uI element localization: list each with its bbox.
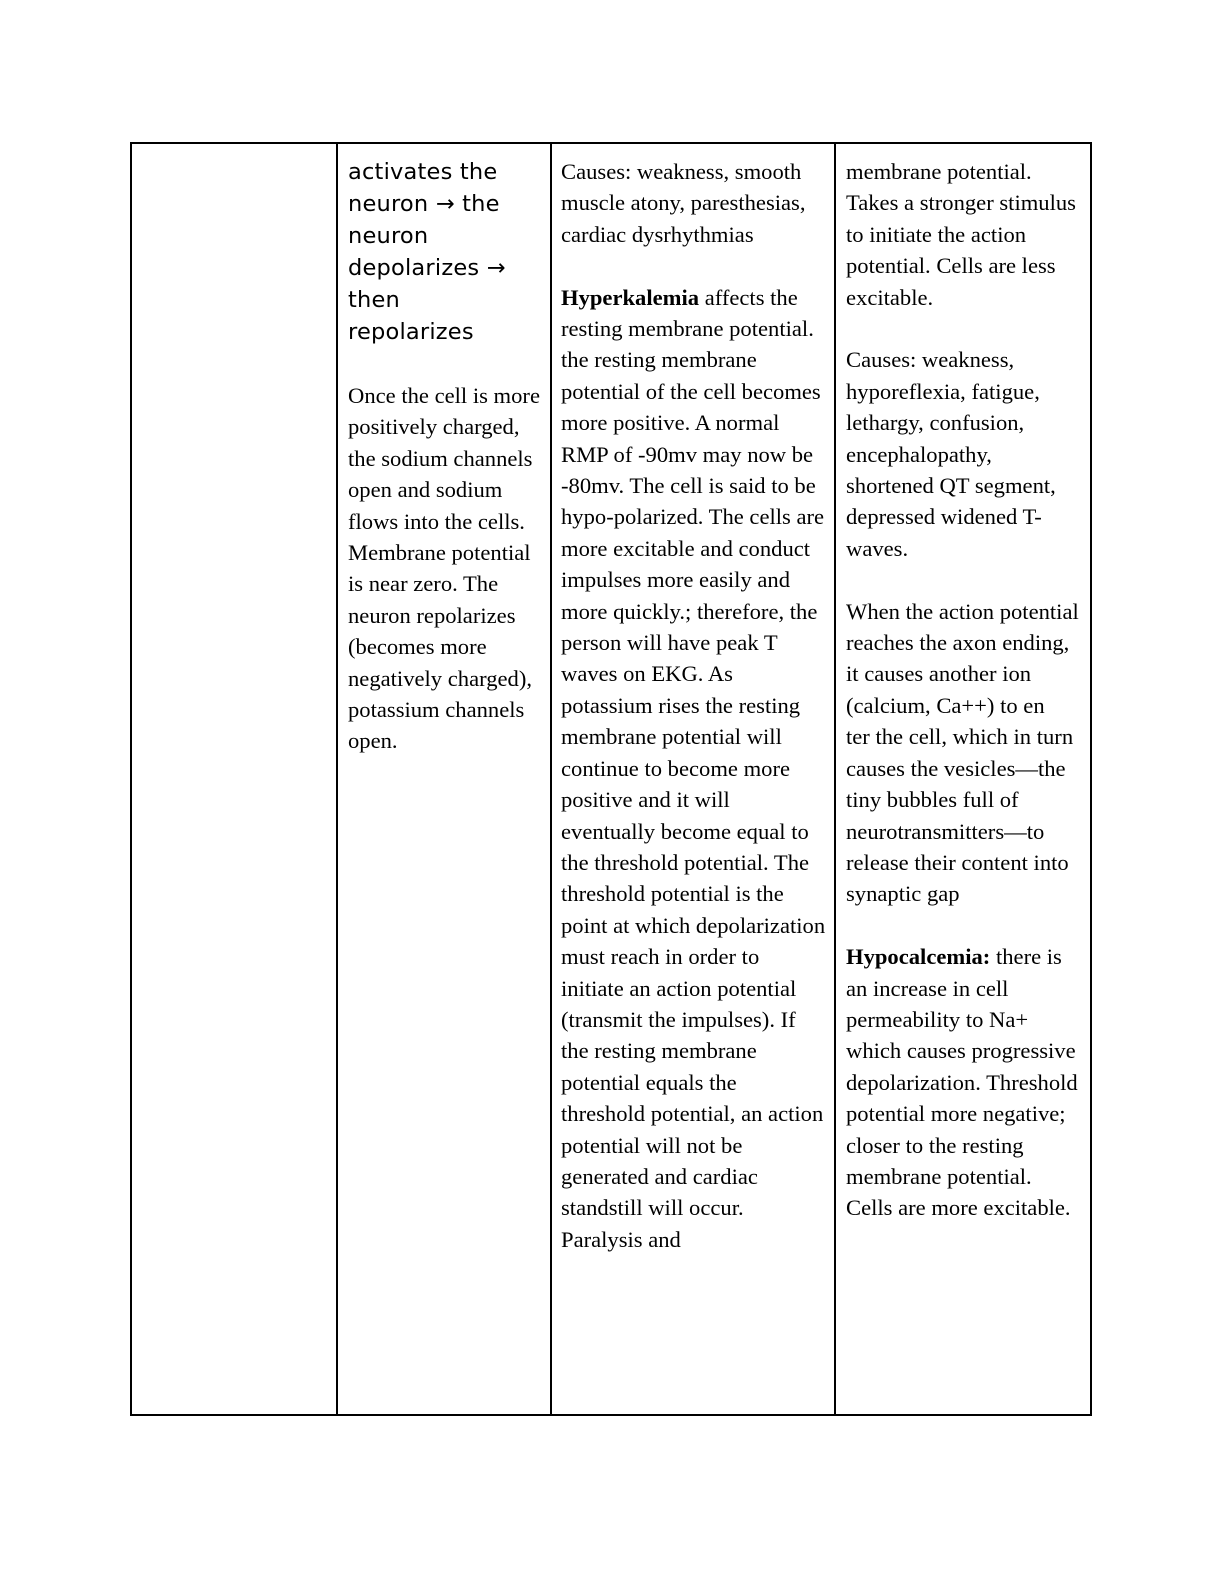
empty-cell xyxy=(131,143,337,1415)
hyperkalemia-term: Hyperkalemia xyxy=(561,284,700,310)
repolarization-paragraph: Once the cell is more positively charged, the sodium channels open and sodium flows into the cells. Membrane potential is near zero. The neuron repolarizes (becomes more negatively charged), potassium channels open. xyxy=(348,383,540,754)
action-potential-paragraph: When the action potential reaches the axon ending, it causes another ion (calcium, Ca++) to en ter the cell, which in turn causes the vesicles—the tiny bubbles full of neurotransmitters—to release their content into synaptic gap xyxy=(846,598,1079,907)
hyperkalemia-cell xyxy=(551,143,835,1415)
hypocalcemia-text: there is an increase in cell permeability to Na+ which causes progressive depolarization. Threshold potential more negative; closer to the resting membrane potential. Cells are more excitable. xyxy=(846,944,1078,1221)
hyperkalemia-paragraph xyxy=(561,282,826,1256)
hypocalcemia-paragraph xyxy=(846,941,1082,1224)
table-row xyxy=(131,143,1091,1415)
activation-sequence: activates the neuron → the neuron depolarizes → then repolarizes xyxy=(348,159,506,345)
hyperkalemia-text: affects the resting membrane potential. the resting membrane potential of the cell becomes more positive. A normal RMP of -90mv may now be -80mv. The cell is said to be hypo-polarized. The cells are more excitable and conduct impulses more easily and more quickly.; therefore, the person will have peak T waves on EKG. As potassium rises the resting membrane potential will continue to become more positive and it will eventually become equal to the threshold potential. The threshold potential is the point at which depolarization must reach in order to initiate an action potential (transmit the impulses). If the resting membrane potential equals the threshold potential, an action potential will not be generated and cardiac standstill will occur. Paralysis and xyxy=(561,284,826,1252)
causes-paragraph: Causes: weakness, hyporeflexia, fatigue, lethargy, confusion, encephalopathy, shortened QT segment, depressed widened T-waves. xyxy=(846,347,1056,561)
neuron-activation-cell xyxy=(337,143,551,1415)
hypocalcemia-term: Hypocalcemia: xyxy=(846,944,991,970)
hypocalcemia-cell xyxy=(835,143,1091,1415)
causes-paragraph: Causes: weakness, smooth muscle atony, paresthesias, cardiac dysrhythmias xyxy=(561,159,806,247)
content-table xyxy=(130,142,1092,1416)
excitability-paragraph: membrane potential. Takes a stronger stimulus to initiate the action potential. Cells are less excitable. xyxy=(846,159,1076,310)
